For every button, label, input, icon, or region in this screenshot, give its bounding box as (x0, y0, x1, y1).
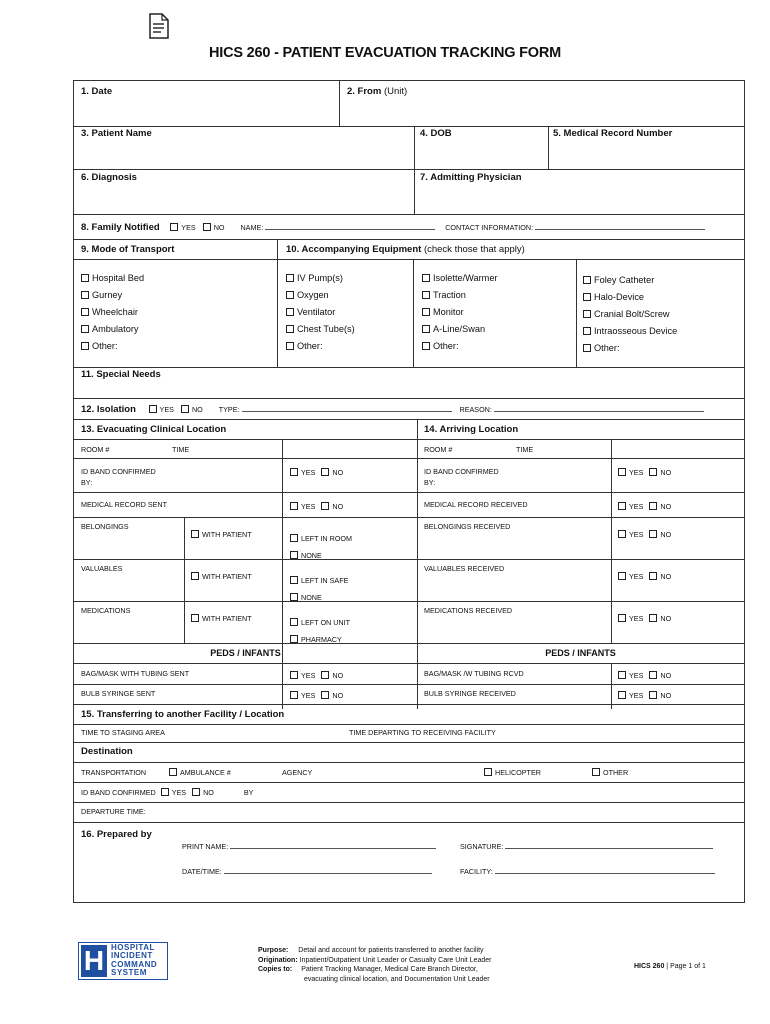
id-band-arrive-label: ID BAND CONFIRMED BY: (424, 467, 499, 487)
checkbox-item[interactable]: Other: (583, 340, 677, 357)
helicopter-checkbox[interactable]: HELICOPTER (484, 768, 541, 776)
datetime-field[interactable]: DATE/TIME: (182, 866, 432, 875)
belongings-options[interactable]: LEFT IN ROOM NONE (290, 530, 352, 564)
peds-label: PEDS / INFANTS (210, 648, 281, 658)
isolation-yes-checkbox[interactable] (149, 405, 157, 413)
document-icon (148, 13, 170, 39)
yes-no-pair[interactable]: YES NO (618, 530, 671, 538)
mode-transport-label: 9. Mode of Transport (81, 244, 175, 255)
diagnosis-label: 6. Diagnosis (81, 172, 137, 183)
valuables-label: VALUABLES (81, 564, 123, 573)
yes-no-pair[interactable]: YES NO (618, 671, 671, 679)
room-label: ROOM # (81, 445, 110, 454)
checkbox-item[interactable]: Other: (81, 338, 144, 355)
page-number: HICS 260 | Page 1 of 1 (634, 963, 706, 970)
checkbox-item[interactable]: Intraosseous Device (583, 323, 677, 340)
agency-label: AGENCY (282, 768, 313, 777)
staging-label: TIME TO STAGING AREA (81, 728, 165, 737)
bag-sent-label: BAG/MASK WITH TUBING SENT (81, 669, 190, 678)
belongings-received-label: BELONGINGS RECEIVED (424, 522, 511, 531)
medications-received-label: MEDICATIONS RECEIVED (424, 606, 513, 615)
equipment-col1 (286, 270, 355, 355)
with-patient-checkbox[interactable]: WITH PATIENT (191, 572, 252, 580)
hics-logo: H HOSPITAL INCIDENT COMMAND SYSTEM (78, 942, 168, 980)
checkbox-item[interactable]: Oxygen (286, 287, 355, 304)
signature-field[interactable]: SIGNATURE: (460, 841, 713, 850)
isolation-no-checkbox[interactable] (181, 405, 189, 413)
checkbox-item[interactable]: Other: (422, 338, 498, 355)
checkbox-item[interactable]: Other: (286, 338, 355, 355)
id-band-label: ID BAND CONFIRMED BY: (81, 467, 156, 487)
transportation-label: TRANSPORTATION (81, 768, 147, 777)
valuables-received-label: VALUABLES RECEIVED (424, 564, 505, 573)
admitting-label: 7. Admitting Physician (420, 172, 522, 183)
checkbox-item[interactable]: Monitor (422, 304, 498, 321)
transfer-heading: 15. Transferring to another Facility / Location (81, 709, 285, 720)
valuables-options[interactable]: LEFT IN SAFE NONE (290, 572, 348, 606)
transport-options (81, 270, 144, 355)
family-yes-checkbox[interactable] (170, 223, 178, 231)
family-notified-row: 8. Family Notified YES NO NAME: CONTACT INFORMATION: (81, 222, 705, 233)
departure-time-label: DEPARTURE TIME: (81, 807, 146, 816)
mrn-label: 5. Medical Record Number (553, 128, 673, 139)
ambulance-checkbox[interactable]: AMBULANCE # (169, 768, 231, 776)
transfer-id-band-row: ID BAND CONFIRMED YES NO BY (81, 788, 254, 797)
checkbox-item[interactable]: Gurney (81, 287, 144, 304)
checkbox-item[interactable]: Ambulatory (81, 321, 144, 338)
departing-label: TIME DEPARTING TO RECEIVING FACILITY (349, 728, 496, 737)
mr-sent-label: MEDICAL RECORD SENT (81, 500, 167, 509)
time-label: TIME (516, 445, 534, 454)
arriving-location-label: 14. Arriving Location (424, 424, 519, 435)
yes-no-pair[interactable]: YES NO (290, 671, 343, 679)
checkbox-item[interactable]: Cranial Bolt/Screw (583, 306, 677, 323)
equipment-col3 (583, 272, 677, 357)
evacuation-form (73, 80, 745, 903)
checkbox[interactable] (192, 788, 200, 796)
facility-field[interactable]: FACILITY: (460, 866, 715, 875)
room-label: ROOM # (424, 445, 453, 454)
bulb-sent-label: BULB SYRINGE SENT (81, 689, 156, 698)
evacuating-location-label: 13. Evacuating Clinical Location (81, 424, 227, 435)
yes-no-pair[interactable]: YES NO (290, 502, 343, 510)
checkbox-item[interactable]: Chest Tube(s) (286, 321, 355, 338)
special-needs-label: 11. Special Needs (81, 369, 161, 380)
other-checkbox[interactable]: OTHER (592, 768, 628, 776)
footer-info: Purpose: Detail and account for patients transferred to another facility Origination: Inpatient/Outpatient Unit Leader or Casualty Care Unit Leader Copies to: Patient Tracking Manager, Medical Care Branch Director, evacuating clinical location, and Documentation Unit Leader (258, 947, 492, 983)
yes-no-pair[interactable]: YES NO (618, 572, 671, 580)
mr-received-label: MEDICAL RECORD RECEIVED (424, 500, 528, 509)
belongings-label: BELONGINGS (81, 522, 129, 531)
destination-label: Destination (81, 746, 133, 757)
checkbox-item[interactable]: IV Pump(s) (286, 270, 355, 287)
checkbox-item[interactable]: Wheelchair (81, 304, 144, 321)
yes-no-pair[interactable]: YES NO (618, 614, 671, 622)
bulb-received-label: BULB SYRINGE RECEIVED (424, 689, 516, 698)
patient-name-label: 3. Patient Name (81, 128, 152, 139)
peds-label: PEDS / INFANTS (545, 648, 616, 658)
medications-options[interactable]: LEFT ON UNIT PHARMACY (290, 614, 350, 648)
checkbox-item[interactable]: Ventilator (286, 304, 355, 321)
family-no-checkbox[interactable] (203, 223, 211, 231)
from-label: 2. From (Unit) (347, 86, 408, 97)
bag-received-label: BAG/MASK /W TUBING RCVD (424, 669, 524, 678)
checkbox-item[interactable]: Isolette/Warmer (422, 270, 498, 287)
checkbox-item[interactable]: A-Line/Swan (422, 321, 498, 338)
checkbox-item[interactable]: Hospital Bed (81, 270, 144, 287)
time-label: TIME (172, 445, 190, 454)
isolation-row: 12. Isolation YES NO TYPE: REASON: (81, 404, 704, 415)
print-name-field[interactable]: PRINT NAME: (182, 841, 436, 850)
yes-no-pair[interactable]: YES NO (618, 502, 671, 510)
checkbox-item[interactable]: Foley Catheter (583, 272, 677, 289)
equipment-col2 (422, 270, 498, 355)
yes-no-pair[interactable]: YES NO (290, 468, 343, 476)
yes-no-pair[interactable]: YES NO (618, 468, 671, 476)
page-title: HICS 260 - PATIENT EVACUATION TRACKING FORM (208, 45, 562, 61)
with-patient-checkbox[interactable]: WITH PATIENT (191, 614, 252, 622)
dob-label: 4. DOB (420, 128, 452, 139)
yes-no-pair[interactable]: YES NO (618, 691, 671, 699)
checkbox-item[interactable]: Traction (422, 287, 498, 304)
medications-label: MEDICATIONS (81, 606, 131, 615)
yes-no-pair[interactable]: YES NO (290, 691, 343, 699)
date-label: 1. Date (81, 86, 113, 97)
checkbox[interactable] (161, 788, 169, 796)
with-patient-checkbox[interactable]: WITH PATIENT (191, 530, 252, 538)
equipment-label: 10. Accompanying Equipment (check those that apply) (286, 244, 525, 255)
checkbox-item[interactable]: Halo-Device (583, 289, 677, 306)
prepared-by-label: 16. Prepared by (81, 829, 152, 840)
